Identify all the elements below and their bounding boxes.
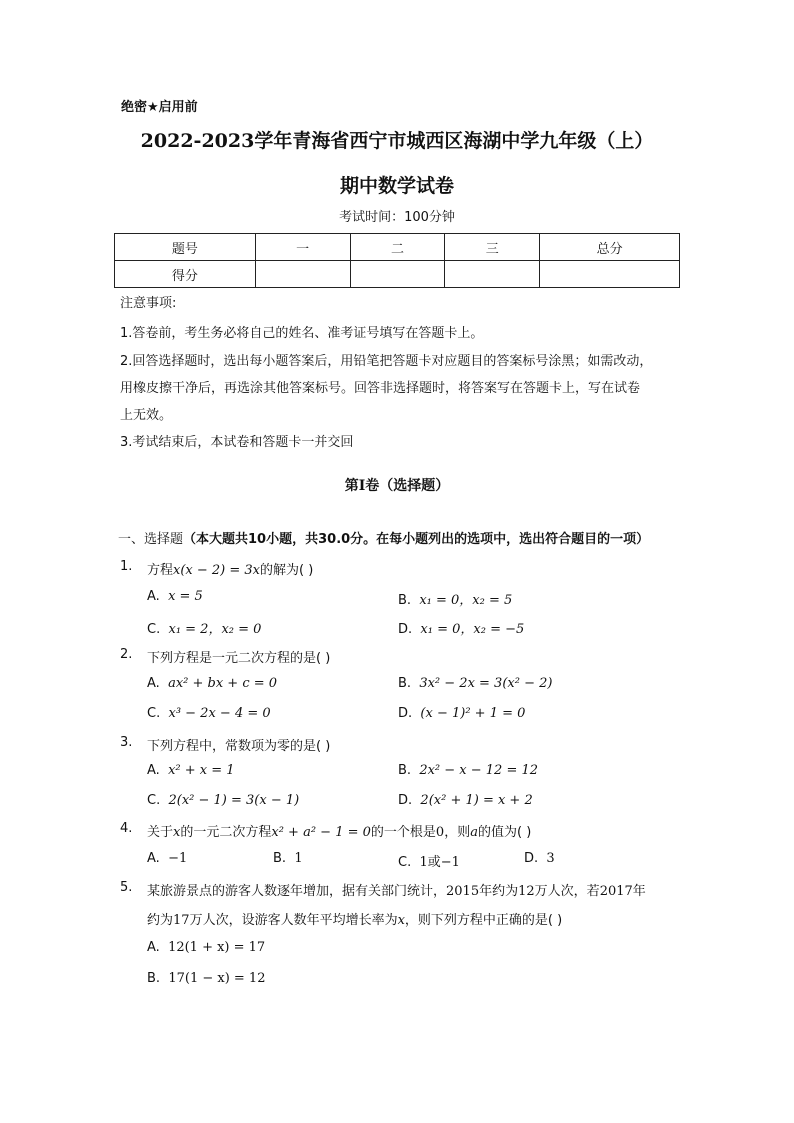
math: (x − 1)² + 1 = 0 — [420, 706, 526, 721]
question-5-text-line2 — [147, 909, 562, 928]
score-table — [114, 233, 680, 288]
math: 1 — [294, 851, 303, 866]
question-number: 1. — [120, 559, 133, 574]
option-c[interactable] — [147, 618, 261, 637]
note-line: 2.回答选择题时，选出每小题答案后，用铅笔把答题卡对应题目的答案标号涂黑；如需改动， — [120, 354, 653, 369]
question-number: 5. — [120, 880, 133, 895]
question-2-text: 下列方程是一元二次方程的是( ) — [147, 651, 331, 666]
text: 关于 — [147, 825, 174, 840]
note-line: 用橡皮擦干净后，再选涂其他答案标号。回答非选择题时，将答案写在答题卡上，写在试卷 — [120, 381, 641, 396]
score-input-cell[interactable] — [255, 261, 350, 288]
exam-time: 考试时间：100分钟 — [339, 210, 455, 225]
option-label: C. — [147, 706, 161, 721]
math: x³ − 2x − 4 = 0 — [168, 706, 271, 721]
option-b[interactable] — [398, 589, 512, 608]
text: 或 — [427, 855, 441, 870]
question-number: 4. — [120, 821, 133, 836]
score-input-cell[interactable] — [445, 261, 540, 288]
math: 12(1 + x) = 17 — [168, 940, 266, 955]
math: 2017 — [599, 884, 633, 899]
option-label: D. — [398, 793, 413, 808]
question-number: 3. — [120, 735, 133, 750]
question-number: 2. — [120, 647, 133, 662]
option-label: A. — [147, 940, 160, 955]
text: ，则 — [444, 825, 471, 840]
option-label: A. — [147, 676, 160, 691]
math: x = 5 — [168, 589, 203, 604]
text: 的解为( ) — [260, 563, 314, 578]
math: −1 — [168, 851, 188, 866]
option-a[interactable] — [147, 851, 187, 866]
table-cell: 三 — [445, 234, 540, 261]
confidential-label: 绝密★启用前 — [121, 100, 198, 115]
option-label: C. — [147, 622, 161, 637]
option-d[interactable] — [524, 851, 555, 866]
math: x₁ = 0，x₂ = −5 — [420, 622, 525, 637]
option-d[interactable] — [398, 618, 524, 637]
option-label: B. — [398, 763, 412, 778]
option-b[interactable] — [398, 676, 552, 691]
note-line: 1.答卷前，考生务必将自己的姓名、准考证号填写在答题卡上。 — [120, 326, 484, 341]
text: 约为 — [147, 913, 174, 928]
option-a[interactable] — [147, 763, 235, 778]
option-b[interactable] — [147, 971, 265, 986]
math: 17(1 − x) = 12 — [168, 971, 266, 986]
math: x₁ = 0，x₂ = 5 — [419, 593, 513, 608]
table-cell: 二 — [350, 234, 445, 261]
math: 2(x² − 1) = 3(x − 1) — [168, 793, 300, 808]
text: ，则下列方程中正确的是( ) — [404, 913, 563, 928]
table-cell: 一 — [255, 234, 350, 261]
exam-title-line2: 期中数学试卷 — [339, 175, 454, 197]
text: 的一元二次方程 — [180, 825, 272, 840]
text: 的值为( ) — [477, 825, 532, 840]
text: 万人次，设游客人数年平均增长率为 — [189, 913, 398, 928]
math: 17 — [173, 913, 190, 928]
text: 万人次，若 — [534, 884, 600, 899]
question-5-text-line1 — [147, 880, 646, 899]
text: 年约为 — [479, 884, 519, 899]
math: ax² + bx + c = 0 — [168, 676, 278, 691]
table-row — [115, 261, 680, 288]
math: −1 — [440, 855, 460, 870]
option-c[interactable] — [147, 706, 271, 721]
table-row — [115, 234, 680, 261]
math: 2x² − x − 12 = 12 — [419, 763, 539, 778]
math: 2(x² + 1) = x + 2 — [420, 793, 533, 808]
math: 12 — [518, 884, 535, 899]
part-title: 第I卷（选择题） — [344, 478, 450, 494]
option-label: B. — [398, 593, 412, 608]
text: 某旅游景点的游客人数逐年增加，据有关部门统计， — [147, 884, 447, 899]
text: 的一个根是 — [370, 825, 436, 840]
section-title — [118, 528, 649, 547]
section-title-lead: 一、选择题 — [118, 532, 184, 547]
section-title-rest: （本大题共10小题，共30.0分。在每小题列出的选项中，选出符合题目的一项） — [183, 532, 650, 547]
option-label: C. — [398, 855, 412, 870]
text: 年 — [632, 884, 646, 899]
option-c[interactable] — [398, 851, 460, 870]
option-label: A. — [147, 851, 160, 866]
option-label: A. — [147, 589, 160, 604]
option-a[interactable] — [147, 589, 203, 604]
option-label: B. — [273, 851, 287, 866]
math: x — [173, 825, 181, 840]
option-label: A. — [147, 763, 160, 778]
question-4-text — [147, 821, 531, 840]
score-input-cell[interactable] — [540, 261, 680, 288]
option-label: D. — [524, 851, 539, 866]
score-input-cell[interactable] — [350, 261, 445, 288]
option-label: D. — [398, 706, 413, 721]
math: x(x − 2) = 3x — [173, 563, 261, 578]
math: x² + x = 1 — [168, 763, 235, 778]
text: 方程 — [147, 563, 174, 578]
table-cell: 得分 — [115, 261, 256, 288]
note-line: 上无效。 — [120, 408, 173, 423]
math: x² + a² − 1 = 0 — [271, 825, 371, 840]
option-d[interactable] — [398, 793, 533, 808]
table-cell: 总分 — [540, 234, 680, 261]
math: x — [397, 913, 405, 928]
note-line: 3.考试结束后，本试卷和答题卡一并交回 — [120, 435, 354, 450]
table-cell: 题号 — [115, 234, 256, 261]
math: 1 — [419, 855, 428, 870]
math: a — [470, 825, 478, 840]
option-label: C. — [147, 793, 161, 808]
option-d[interactable] — [398, 706, 525, 721]
math: 3 — [546, 851, 555, 866]
notes-title: 注意事项: — [120, 296, 177, 311]
option-label: B. — [147, 971, 161, 986]
math: 0 — [435, 825, 445, 840]
math: 3x² − 2x = 3(x² − 2) — [419, 676, 553, 691]
option-a[interactable] — [147, 940, 265, 955]
option-b[interactable] — [273, 851, 303, 866]
option-a[interactable] — [147, 676, 277, 691]
option-label: D. — [398, 622, 413, 637]
option-label: B. — [398, 676, 412, 691]
math: x₁ = 2，x₂ = 0 — [168, 622, 262, 637]
exam-title-line1: 2022-2023学年青海省西宁市城西区海湖中学九年级（上） — [140, 130, 654, 152]
question-1-text — [147, 559, 313, 578]
option-c[interactable] — [147, 793, 299, 808]
question-3-text: 下列方程中，常数项为零的是( ) — [147, 739, 331, 754]
option-b[interactable] — [398, 763, 538, 778]
math: 2015 — [446, 884, 480, 899]
